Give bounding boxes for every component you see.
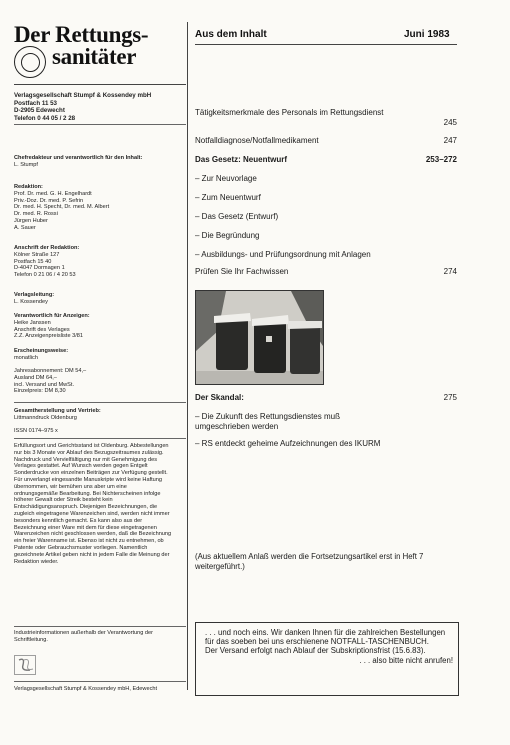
masthead-title-line1: Der Rettungs- <box>14 22 149 47</box>
editor-heading: Chefredakteur und verantwortlich für den Inhalt: <box>14 155 143 161</box>
address-heading: Anschrift der Redaktion: <box>14 245 80 251</box>
address-block <box>14 245 182 279</box>
redaktion-line: Dr. med. H. Specht, Dr. med. M. Albert <box>14 204 110 211</box>
toc-subentry: – Zum Neuentwurf <box>195 193 261 202</box>
erscheinung-block <box>14 348 182 362</box>
verlagsleitung-heading: Verlagsleitung: <box>14 292 55 298</box>
redaktion-line: Jürgen Huber <box>14 217 48 224</box>
herstellung-heading: Gesamtherstellung und Vertrieb: <box>14 408 101 414</box>
anzeigen-block <box>14 313 182 340</box>
toc-entry <box>195 267 457 277</box>
address-line: Telefon 0 21 06 / 4 20 53 <box>14 272 76 279</box>
publisher-name: Verlagsgesellschaft Stumpf & Kossendey mbH <box>14 92 152 99</box>
header-rule <box>195 44 457 45</box>
publisher-city: D-2905 Edewecht <box>14 107 65 115</box>
imprint-rule <box>14 124 186 125</box>
address-line: D-4047 Dormagen 1 <box>14 265 65 272</box>
section-title: Aus dem Inhalt <box>195 29 267 40</box>
toc-page: 247 <box>443 136 457 145</box>
toc-page: 245 <box>443 118 457 127</box>
toc-page: 253–272 <box>425 155 457 164</box>
continuation-note: (Aus aktuellem Anlaß werden die Fortsetzungsartikel erst in Heft 7 weitergeführt.) <box>195 552 424 571</box>
address-line: Postfach 15 40 <box>14 258 52 265</box>
redaktion-block <box>14 184 182 232</box>
toc-subentry: – Das Gesetz (Entwurf) <box>195 212 279 221</box>
toc-subentry: – Die Zukunft des Rettungsdienstes muß umgeschrieben werden <box>195 412 340 431</box>
imprint-rule <box>14 402 186 403</box>
publisher-postbox: Postfach 11 53 <box>14 99 57 107</box>
photo-waste-bins <box>195 290 324 385</box>
toc-subentry: – Die Begründung <box>195 231 260 240</box>
publisher-block <box>14 92 151 122</box>
toc-title: Tätigkeitsmerkmale des Personals im Rettungsdienst <box>195 108 384 117</box>
industry-text: Industrieinformationen außerhalb der Verantwortung der Schriftleitung. <box>14 630 153 643</box>
toc-entry <box>195 393 457 403</box>
announcement-line1: . . . und noch eins. Wir danken Ihnen für die zahlreichen Bestellungen für das soeben bei uns erschienene NOTFALL-TASCHENBUCH. <box>205 628 446 647</box>
abo-line: incl. Versand und MwSt. <box>14 381 75 388</box>
announcement-line3: . . . also bitte nicht anrufen! <box>359 655 453 665</box>
legal-text: Erfüllungsort und Gerichtsstand ist Oldenburg. Abbestellungen nur bis 3 Monate vor Ablauf des Bezugszeitraumes zulässig. Nachdruck und Vervielfältigung nur mit Genehmigung des Verlages gestattet. Auf Wunsch werden gegen Entgelt Sonderdrucke von einzelnen Beiträgen zur Verfügung gestellt. Für unverlangt eingesandte Manuskripte wird keine Haftung übernommen, wir bemühen uns aber um eine ordnungsgemäße Bearbeitung. Bei Nichterscheinen infolge höherer Gewalt oder Streik besteht kein Entschädigungsanspruch. Diejenigen Bezeichnungen, die zugleich eingetragene Warenzeichen sind, werden nicht immer besonders kenntlich gemacht. Es kann also aus der Bezeichnung einer Ware mit dem für diese eingetragenen Warenzeichen nicht geschlossen werden, daß die Bezeichnung ein freier Warenname ist. Ebenso ist nicht zu entnehmen, ob Patente oder Gebrauchsmuster vorliegen. Namentlich gezeichnete Artikel geben nicht in jedem Falle die Meinung der Redaktion wieder. <box>14 443 172 565</box>
toc-page: 275 <box>443 393 457 402</box>
herstellung-block <box>14 408 182 422</box>
toc-subentry: – Ausbildungs- und Prüfungsordnung mit Anlagen <box>195 250 371 259</box>
imprint-rule <box>14 438 186 439</box>
redaktion-line: A. Sauer <box>14 224 36 231</box>
footer-text: Verlagsgesellschaft Stumpf & Kossendey mbH, Edewecht <box>14 686 158 692</box>
footer-rule <box>14 681 186 682</box>
herstellung-value: Littmanndruck Oldenburg <box>14 414 77 421</box>
toc-entry <box>195 136 457 146</box>
masthead-seal-inner-ring <box>21 53 40 72</box>
issue-date: Juni 1983 <box>404 29 450 40</box>
redaktion-heading: Redaktion: <box>14 184 43 190</box>
photo-waste-bins-drawing <box>196 291 323 384</box>
verlagsleitung-block <box>14 292 182 306</box>
toc-subentry: – Zur Neuvorlage <box>195 174 257 183</box>
toc-title: Prüfen Sie Ihr Fachwissen <box>195 267 289 276</box>
erscheinung-heading: Erscheinungsweise: <box>14 348 69 354</box>
imprint-rule <box>14 626 186 627</box>
masthead-rule <box>14 84 186 85</box>
publisher-phone: Telefon 0 44 05 / 2 28 <box>14 114 76 122</box>
toc-page: 274 <box>443 267 457 276</box>
toc-entry <box>195 155 457 165</box>
announcement-line2: Der Versand erfolgt nach Ablauf der Subskriptionsfrist (15.6.83). <box>205 646 426 656</box>
editor-block <box>14 155 182 169</box>
address-line: Kölner Straße 127 <box>14 251 60 258</box>
redaktion-line: Priv.-Doz. Dr. med. P. Sefrin <box>14 197 84 204</box>
anzeigen-line: Heike Janssen <box>14 319 51 326</box>
abo-line: Jahresabonnement: DM 54,– <box>14 368 87 374</box>
abo-block <box>14 368 182 395</box>
toc-title: Der Skandal: <box>195 393 244 402</box>
abo-line: Einzelpreis: DM 8,30 <box>14 388 66 395</box>
toc-entry <box>195 108 457 127</box>
column-divider <box>187 22 188 690</box>
anzeigen-line: Z.Z. Anzeigenpreisliste 3/81 <box>14 333 84 340</box>
masthead-title-line2: sanitäter <box>52 44 137 69</box>
issn: ISSN 0174–975 x <box>14 428 58 434</box>
toc-title: Notfalldiagnose/Notfallmedikament <box>195 136 319 145</box>
erscheinung-value: monatlich <box>14 354 38 361</box>
anzeigen-line: Anschrift des Verlages <box>14 326 70 333</box>
toc-subentry: – RS entdeckt geheime Aufzeichnungen des IKURM <box>195 439 381 448</box>
redaktion-line: Prof. Dr. med. G. H. Engelhardt <box>14 190 92 197</box>
anzeigen-heading: Verantwortlich für Anzeigen: <box>14 313 90 319</box>
editor-name: L. Stumpf <box>14 161 38 168</box>
abo-line: Ausland DM 64,– <box>14 374 57 381</box>
toc-title: Das Gesetz: Neuentwurf <box>195 155 288 164</box>
publisher-logo-icon <box>14 655 36 675</box>
announcement-text <box>205 628 453 665</box>
verlagsleitung-name: L. Kossendey <box>14 298 48 305</box>
redaktion-line: Dr. med. R. Rossi <box>14 211 58 218</box>
